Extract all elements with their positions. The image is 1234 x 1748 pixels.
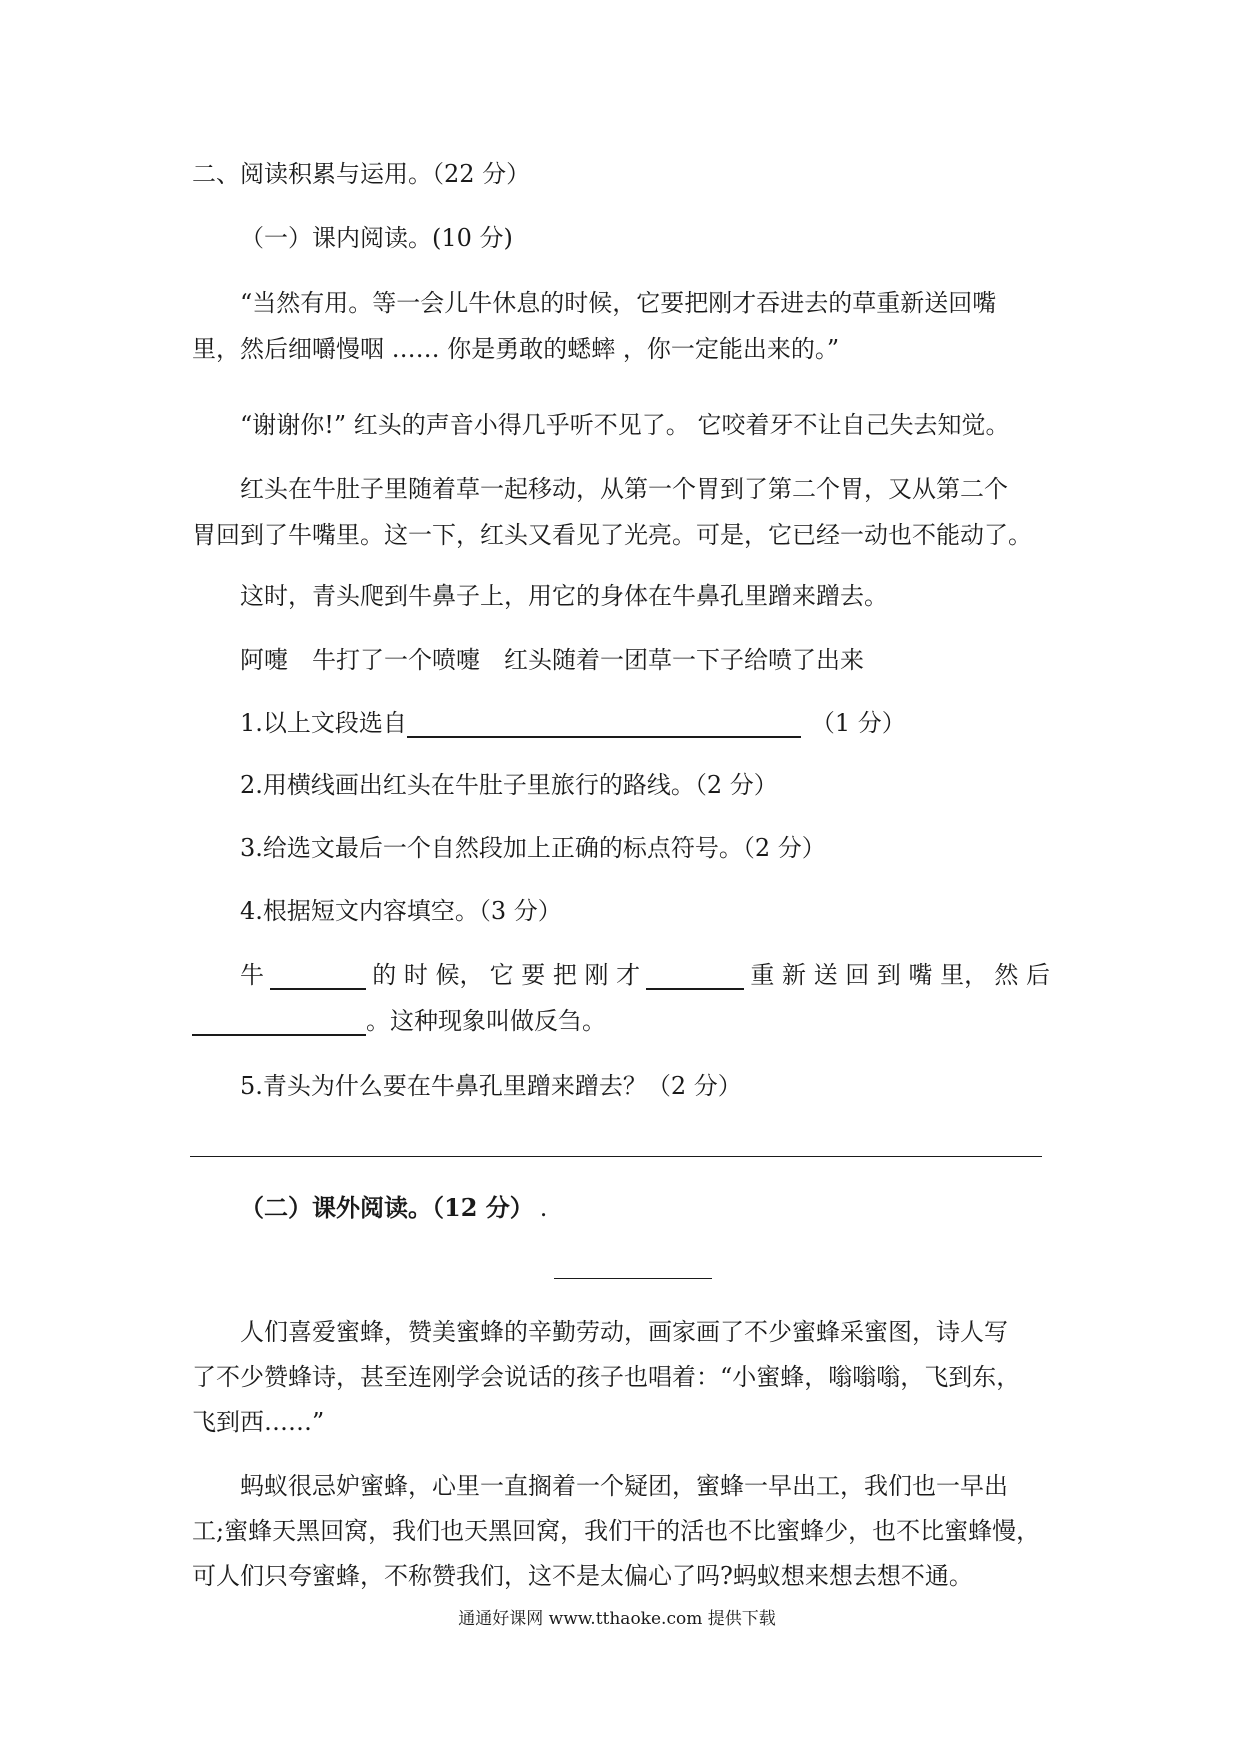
part1-para3-line2: 胃回到了牛嘴里。这一下，红头又看见了光亮。可是，它已经一动也不能动了。: [192, 521, 1032, 549]
question-4-fill-line1: [240, 960, 1050, 990]
part1-heading: （一）课内阅读。(10 分): [240, 224, 513, 252]
question-4-fill-line2: [192, 1006, 606, 1036]
question-4: 4.根据短文内容填空。（3 分）: [240, 897, 562, 925]
part2-heading-text: （二）课外阅读。（12 分）: [240, 1193, 534, 1222]
fill-word: 牛: [240, 961, 264, 989]
part2-para1-line1: 人们喜爱蜜蜂，赞美蜜蜂的辛勤劳动，画家画了不少蜜蜂采蜜图，诗人写: [240, 1318, 1008, 1346]
question-2: 2.用横线画出红头在牛肚子里旅行的路线。（2 分）: [240, 771, 778, 799]
part2-para1-line3: 飞到西……”: [192, 1408, 325, 1436]
answer-blank-1[interactable]: [407, 710, 801, 738]
part1-para2: “谢谢你!” 红头的声音小得几乎听不见了。 它咬着牙不让自己失去知觉。: [240, 411, 1010, 439]
question-1-score: （1 分）: [810, 709, 906, 737]
part1-para1-line1: “当然有用。等一会儿牛休息的时候，它要把刚才吞进去的草重新送回嘴: [240, 289, 997, 317]
page-footer: 通通好课网 www.tthaoke.com 提供下载: [458, 1609, 776, 1629]
answer-blank-4a[interactable]: [270, 962, 366, 990]
fill-word: 它 要 把 刚 才: [489, 961, 641, 989]
fill-word: 然 后: [994, 961, 1050, 989]
part1-para1-line2: 里，然后细嚼慢咽 …… 你是勇敢的蟋蟀 ，你一定能出来的。”: [192, 335, 840, 363]
title-blank[interactable]: [554, 1278, 712, 1279]
question-1-text: 1.以上文段选自: [240, 709, 407, 737]
part1-para5: 阿嚏 牛打了一个喷嚏 红头随着一团草一下子给喷了出来: [240, 646, 864, 674]
part2-para1-line2: 了不少赞蜂诗，甚至连刚学会说话的孩子也唱着：“小蜜蜂，嗡嗡嗡，飞到东，: [192, 1363, 1021, 1391]
part2-heading-mark: .: [539, 1194, 548, 1222]
section-title: 二、阅读积累与运用。（22 分）: [192, 160, 531, 188]
part1-para3-line1: 红头在牛肚子里随着草一起移动，从第一个胃到了第二个胃，又从第二个: [240, 475, 1008, 503]
part2-heading: [240, 1193, 547, 1223]
part2-para2-line1: 蚂蚁很忌妒蜜蜂，心里一直搁着一个疑团，蜜蜂一早出工，我们也一早出: [240, 1472, 1008, 1500]
answer-line-5[interactable]: [190, 1156, 1042, 1157]
question-3: 3.给选文最后一个自然段加上正确的标点符号。（2 分）: [240, 834, 826, 862]
fill-word: 的 时 候，: [372, 961, 484, 989]
part1-para4: 这时，青头爬到牛鼻子上，用它的身体在牛鼻孔里蹭来蹭去。: [240, 582, 888, 610]
part2-para2-line2: 工;蜜蜂天黑回窝，我们也天黑回窝，我们干的活也不比蜜蜂少，也不比蜜蜂慢，: [192, 1517, 1041, 1545]
fill-suffix: 。这种现象叫做反刍。: [366, 1007, 606, 1035]
answer-blank-4b[interactable]: [646, 962, 744, 990]
answer-blank-4c[interactable]: [192, 1008, 366, 1036]
fill-word: 重 新 送 回 到 嘴 里，: [750, 961, 989, 989]
question-5: 5.青头为什么要在牛鼻孔里蹭来蹭去？（2 分）: [240, 1072, 742, 1100]
part2-para2-line3: 可人们只夸蜜蜂，不称赞我们，这不是太偏心了吗?蚂蚁想来想去想不通。: [192, 1562, 973, 1590]
question-1: [240, 708, 906, 738]
